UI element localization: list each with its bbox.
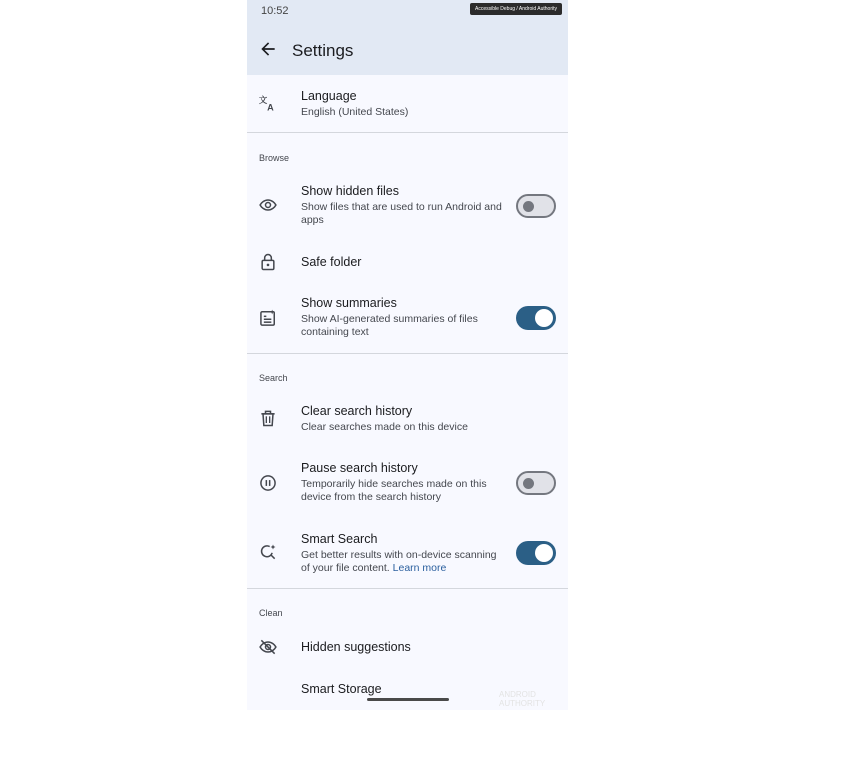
smart-search-description <box>301 549 506 575</box>
hidden-suggestions-setting[interactable] <box>247 626 568 668</box>
page-title: Settings <box>292 41 354 60</box>
language-label: Language <box>301 89 357 103</box>
debug-badge: Accessible Debug / Android Authority <box>470 3 562 15</box>
pause-search-history-toggle[interactable] <box>516 471 556 495</box>
toggle-knob <box>523 478 534 489</box>
clear-search-history-description: Clear searches made on this device <box>301 421 468 433</box>
language-setting[interactable] <box>247 75 568 132</box>
smart-search-label: Smart Search <box>301 532 378 546</box>
toggle-knob <box>523 201 534 212</box>
smart-search-toggle[interactable] <box>516 541 556 565</box>
back-arrow-icon[interactable] <box>258 39 278 59</box>
toggle-knob <box>535 309 553 327</box>
translate-icon <box>258 93 278 113</box>
watermark: ANDROID AUTHORITY <box>499 690 546 708</box>
pause-search-history-label: Pause search history <box>301 461 418 475</box>
show-summaries-toggle[interactable] <box>516 306 556 330</box>
top-app-bar <box>247 24 568 75</box>
section-header-clean: Clean <box>259 608 283 618</box>
toggle-knob <box>535 544 553 562</box>
pause-search-history-setting[interactable] <box>247 454 568 512</box>
pause-circle-icon <box>258 473 278 493</box>
hidden-suggestions-label: Hidden suggestions <box>301 640 411 654</box>
status-time: 10:52 <box>261 5 289 17</box>
gesture-nav-handle[interactable] <box>367 698 449 701</box>
show-hidden-files-label: Show hidden files <box>301 184 399 198</box>
svg-text:A: A <box>267 102 274 113</box>
show-hidden-files-toggle[interactable] <box>516 194 556 218</box>
lock-icon <box>258 252 278 272</box>
sparkle-search-icon <box>258 542 278 562</box>
clear-search-history-setting[interactable] <box>247 397 568 441</box>
smart-search-description-text: Get better results with on-device scanning of your file content. <box>301 549 497 574</box>
divider <box>247 132 568 133</box>
section-header-browse: Browse <box>259 153 290 163</box>
show-hidden-files-description: Show files that are used to run Android and apps <box>301 201 502 226</box>
eye-icon <box>258 195 278 215</box>
show-summaries-description: Show AI-generated summaries of files containing text <box>301 313 478 338</box>
eye-off-icon <box>258 637 278 657</box>
show-summaries-setting[interactable] <box>247 288 568 348</box>
smart-storage-label: Smart Storage <box>301 682 382 696</box>
show-summaries-label: Show summaries <box>301 296 397 310</box>
divider <box>247 353 568 354</box>
safe-folder-setting[interactable] <box>247 240 568 284</box>
trash-icon <box>258 408 278 428</box>
section-header-search: Search <box>259 373 288 383</box>
language-value: English (United States) <box>301 106 409 118</box>
pause-search-history-description: Temporarily hide searches made on this device from the search history <box>301 478 487 503</box>
clear-search-history-label: Clear search history <box>301 404 413 418</box>
divider <box>247 588 568 589</box>
summary-sparkle-icon <box>258 308 278 328</box>
safe-folder-label: Safe folder <box>301 255 362 269</box>
phone-screen <box>247 0 568 710</box>
learn-more-link[interactable]: Learn more <box>392 562 447 574</box>
show-hidden-files-setting[interactable] <box>247 176 568 234</box>
status-bar <box>247 0 568 24</box>
smart-search-setting[interactable] <box>247 524 568 584</box>
svg-text:文: 文 <box>258 95 268 105</box>
